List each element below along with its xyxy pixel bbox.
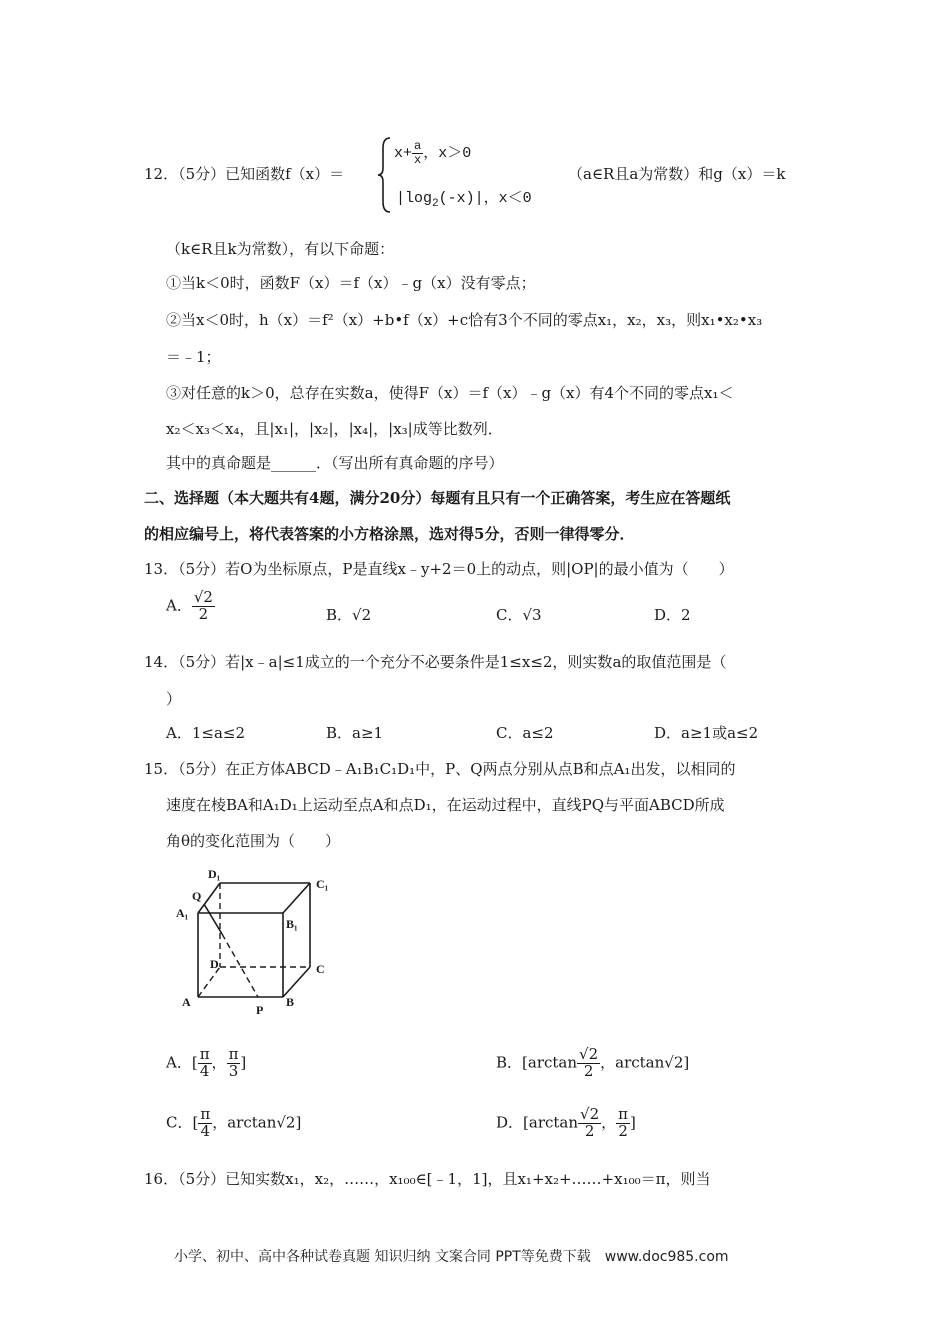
q15-line3: 角θ的变化范围为（ ）	[166, 832, 341, 850]
q13-option-b: B．√2	[326, 606, 372, 624]
q13-stem: 13．（5分）若O为坐标原点，P是直线x﹣y+2＝0上的动点，则|OP|的最小值为（ ）	[144, 560, 734, 578]
q14-option-a: A．1≤a≤2	[166, 724, 245, 742]
fig-label-a: A	[182, 995, 191, 1009]
fig-label-b: B	[286, 995, 295, 1009]
q12-item1: ①当k＜0时，函数F（x）＝f（x）﹣g（x）没有零点；	[166, 274, 536, 292]
q12-piece2: $|\log_2(-x)|$，x＜0	[396, 190, 532, 210]
section2-line1: 二、选择题（本大题共有4题，满分20分）每题有且只有一个正确答案，考生应在答题纸	[144, 489, 731, 507]
fig-label-q: Q	[192, 889, 202, 903]
page-footer: 小学、初中、高中各种试卷真题 知识归纳 文案合同 PPT等免费下载 www.doc985.com	[174, 1249, 729, 1265]
fig-label-a1: A₁	[176, 906, 189, 920]
q13-option-c: C．√3	[496, 606, 542, 624]
q15-option-c: C．[ $\frac{\pi}{4}$ ，arctan√2]	[166, 1105, 302, 1140]
section2-line2: 的相应编号上，将代表答案的小方格涂黑，选对得5分，否则一律得零分．	[144, 525, 635, 543]
q14-stem2: ）	[166, 690, 182, 708]
q13-option-a: A． $\frac{√2}{2}$	[166, 588, 213, 623]
q15-option-d: D．[arctan $\frac{√2}{2}$ ， $\frac{\pi}{2}$ ]	[496, 1105, 636, 1140]
q15-line2: 速度在棱BA和A₁D₁上运动至点A和点D₁，在运动过程中，直线PQ与平面ABCD所成	[166, 796, 725, 814]
q13-option-d: D．2	[654, 606, 691, 624]
fig-label-c: C	[316, 962, 325, 976]
piecewise-brace	[376, 136, 392, 214]
fig-label-d: D	[210, 957, 219, 971]
q14-option-c: C．a≤2	[496, 724, 554, 742]
fig-label-p: P	[256, 1003, 264, 1017]
q12-item2b: ＝﹣1；	[166, 348, 221, 366]
q12-head: 12．（5分）已知函数f（x）＝	[144, 165, 345, 183]
q15-option-a: A．[ $\frac{\pi}{4}$ ， $\frac{\pi}{3}$ ]	[166, 1045, 247, 1080]
fig-label-c1: C₁	[316, 877, 329, 891]
q12-prompt: 其中的真命题是______．（写出所有真命题的序号）	[166, 454, 504, 472]
q14-option-b: B．a≥1	[326, 724, 384, 742]
q16-stem: 16．（5分）已知实数x₁，x₂，……，x₁₀₀∈[﹣1，1]，且x₁+x₂+……+x₁₀₀＝π，则当	[144, 1170, 711, 1188]
q12-line2: （k∈R且k为常数），有以下命题：	[166, 240, 395, 258]
q12-item3a: ③对任意的k＞0，总存在实数a，使得F（x）＝f（x）﹣g（x）有4个不同的零点x₁＜	[166, 384, 734, 402]
fig-label-d1: D₁	[208, 867, 221, 881]
q14-stem: 14．（5分）若|x﹣a|≤1成立的一个充分不必要条件是1≤x≤2，则实数a的取值范围是（	[144, 653, 727, 671]
q14-option-d: D．a≥1或a≤2	[654, 724, 759, 742]
q12-piece1: x+ $\frac{a}{x}$ ，x＞0	[394, 139, 472, 167]
q15-line1: 15．（5分）在正方体ABCD﹣A₁B₁C₁D₁中，P、Q两点分别从点B和点A₁出发，以相同的	[144, 760, 736, 778]
cube-figure	[170, 862, 340, 1020]
q15-option-b: B．[arctan $\frac{√2}{2}$ ，arctan√2]	[496, 1045, 690, 1080]
q12-item3b: x₂＜x₃＜x₄，且|x₁|，|x₂|，|x₄|，|x₃|成等比数列．	[166, 420, 503, 438]
q12-item2a: ②当x＜0时，h（x）＝f²（x）+b•f（x）+c恰有3个不同的零点x₁，x₂，x₃，则x₁•x₂•x₃	[166, 311, 763, 329]
q12-tail: （a∈R且a为常数）和g（x）＝k	[568, 165, 786, 183]
fig-label-b1: B₁	[286, 917, 298, 931]
